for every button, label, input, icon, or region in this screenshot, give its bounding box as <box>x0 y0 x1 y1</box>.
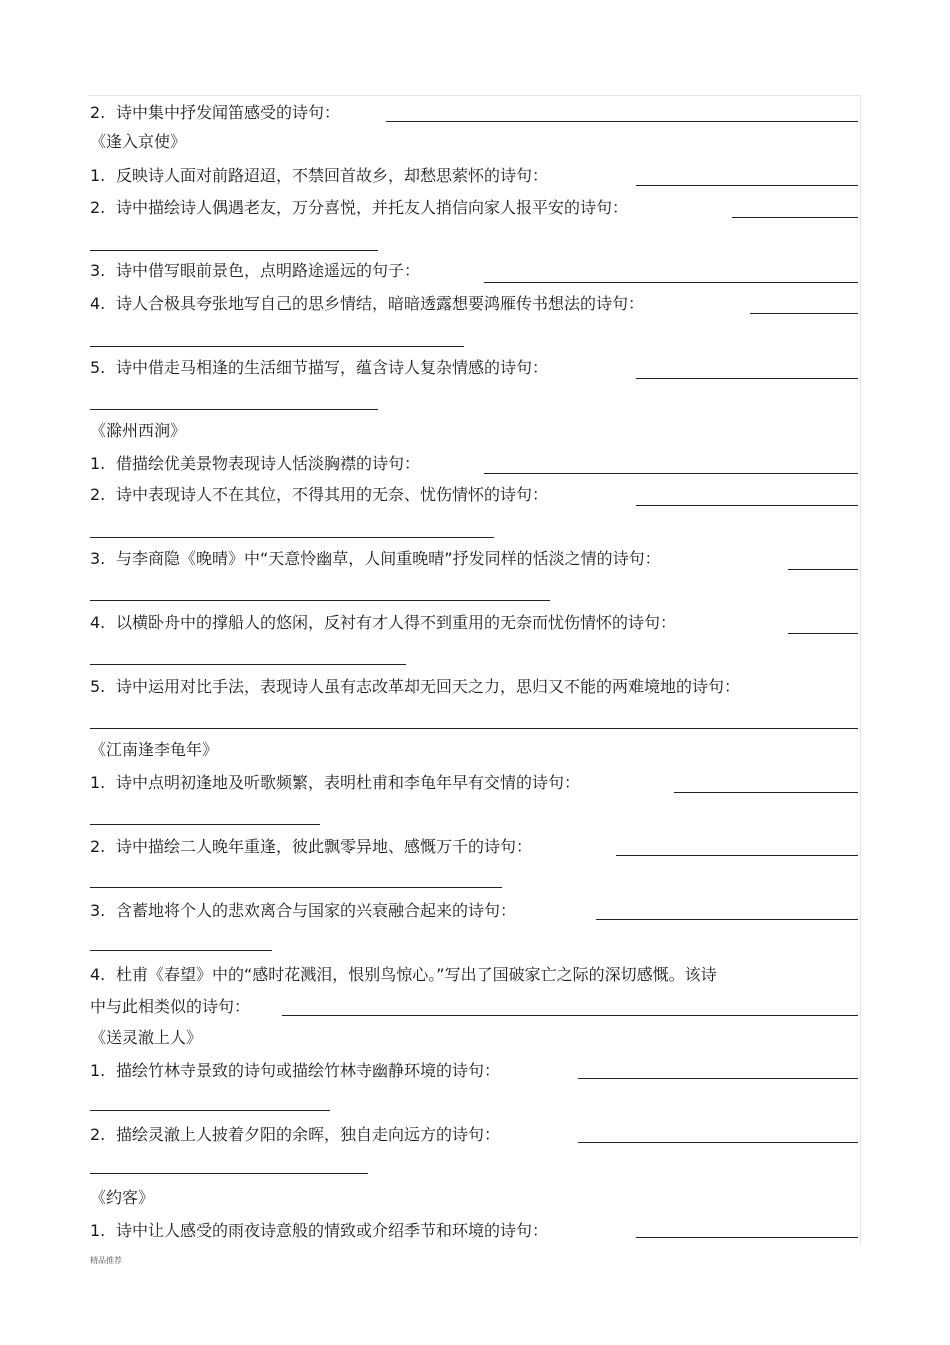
answer-blank[interactable] <box>90 728 858 729</box>
question-text: 诗中借走马相逢的生活细节描写，蕴含诗人复杂情感的诗句： <box>116 358 549 377</box>
question-item <box>90 482 858 508</box>
answer-blank[interactable] <box>90 887 502 888</box>
answer-blank[interactable] <box>90 600 550 601</box>
question-item <box>90 355 858 381</box>
question-item <box>90 1218 858 1244</box>
question-text: 描绘竹林寺景致的诗句或描绘竹林寺幽静环境的诗句： <box>116 1061 501 1080</box>
question-number: 5. <box>90 677 106 696</box>
question-number: 1. <box>90 166 106 185</box>
question-text: 诗中表现诗人不在其位，不得其用的无奈、忧伤情怀的诗句： <box>116 485 549 504</box>
answer-blank[interactable] <box>90 1110 330 1111</box>
question-text: 中与此相类似的诗句： <box>90 997 251 1016</box>
question-text: 描绘灵澈上人披着夕阳的余晖，独自走向远方的诗句： <box>116 1125 501 1144</box>
question-text: 诗中集中抒发闻笛感受的诗句： <box>116 103 341 122</box>
question-number: 3. <box>90 901 106 920</box>
question-text: 诗中点明初逢地及听歌频繁，表明杜甫和李龟年早有交情的诗句： <box>116 773 581 792</box>
question-number: 1. <box>90 454 106 473</box>
question-item <box>90 291 858 317</box>
question-number: 2. <box>90 103 106 122</box>
question-number: 2. <box>90 198 106 217</box>
question-number: 5. <box>90 358 106 377</box>
question-text: 含蓄地将个人的悲欢离合与国家的兴衰融合起来的诗句： <box>116 901 517 920</box>
question-item <box>90 195 858 221</box>
question-text: 诗中描绘二人晚年重逢，彼此飘零异地、感慨万千的诗句： <box>116 837 533 856</box>
question-number: 1. <box>90 1221 106 1240</box>
question-text: 诗人合极具夸张地写自己的思乡情结，暗暗透露想要鸿雁传书想法的诗句： <box>116 294 645 313</box>
question-text: 杜甫《春望》中的“感时花溅泪，恨别鸟惊心。”写出了国破家亡之际的深切感慨。该诗 <box>116 965 717 984</box>
question-text: 借描绘优美景物表现诗人恬淡胸襟的诗句： <box>116 454 421 473</box>
poem-title: 《滁州西涧》 <box>90 421 187 440</box>
question-item <box>90 962 858 988</box>
answer-blank[interactable] <box>90 537 494 538</box>
poem-title: 《送灵澈上人》 <box>90 1028 203 1047</box>
question-number: 1. <box>90 1061 106 1080</box>
question-text: 诗中描绘诗人偶遇老友，万分喜悦，并托友人捎信向家人报平安的诗句： <box>116 198 629 217</box>
question-item <box>90 1058 858 1084</box>
answer-blank[interactable] <box>90 1173 368 1174</box>
question-text: 诗中运用对比手法，表现诗人虽有志改革却无回天之力，思归又不能的两难境地的诗句： <box>116 677 741 696</box>
question-number: 1. <box>90 773 106 792</box>
question-item <box>90 100 858 126</box>
question-text: 诗中借写眼前景色，点明路途遥远的句子： <box>116 261 421 280</box>
question-item <box>90 994 858 1020</box>
question-item <box>90 1122 858 1148</box>
question-item <box>90 610 858 636</box>
answer-blank[interactable] <box>90 346 464 347</box>
question-number: 3. <box>90 261 106 280</box>
poem-title: 《逢入京使》 <box>90 132 187 151</box>
answer-blank[interactable] <box>90 950 272 951</box>
footer-note: 精品推荐 <box>90 1256 122 1265</box>
question-item <box>90 258 858 284</box>
question-item <box>90 163 858 189</box>
question-number: 2. <box>90 1125 106 1144</box>
question-number: 4. <box>90 965 106 984</box>
answer-blank[interactable] <box>90 250 378 251</box>
question-number: 2. <box>90 837 106 856</box>
question-item <box>90 674 858 700</box>
question-item <box>90 898 858 924</box>
question-item <box>90 834 858 860</box>
answer-blank[interactable] <box>90 824 320 825</box>
answer-blank[interactable] <box>90 664 406 665</box>
question-number: 4. <box>90 613 106 632</box>
question-text: 以横卧舟中的撑船人的悠闲，反衬有才人得不到重用的无奈而忧伤情怀的诗句： <box>116 613 677 632</box>
question-text: 与李商隐《晚晴》中“天意怜幽草，人间重晚晴”抒发同样的恬淡之情的诗句： <box>116 549 661 568</box>
question-item <box>90 546 858 572</box>
answer-blank[interactable] <box>90 409 378 410</box>
question-text: 反映诗人面对前路迢迢，不禁回首故乡，却愁思萦怀的诗句： <box>116 166 549 185</box>
question-item <box>90 451 858 477</box>
poem-title: 《江南逢李龟年》 <box>90 740 219 759</box>
question-item <box>90 770 858 796</box>
question-number: 3. <box>90 549 106 568</box>
question-number: 2. <box>90 485 106 504</box>
poem-title: 《约客》 <box>90 1188 155 1207</box>
question-number: 4. <box>90 294 106 313</box>
question-text: 诗中让人感受的雨夜诗意般的情致或介绍季节和环境的诗句： <box>116 1221 549 1240</box>
